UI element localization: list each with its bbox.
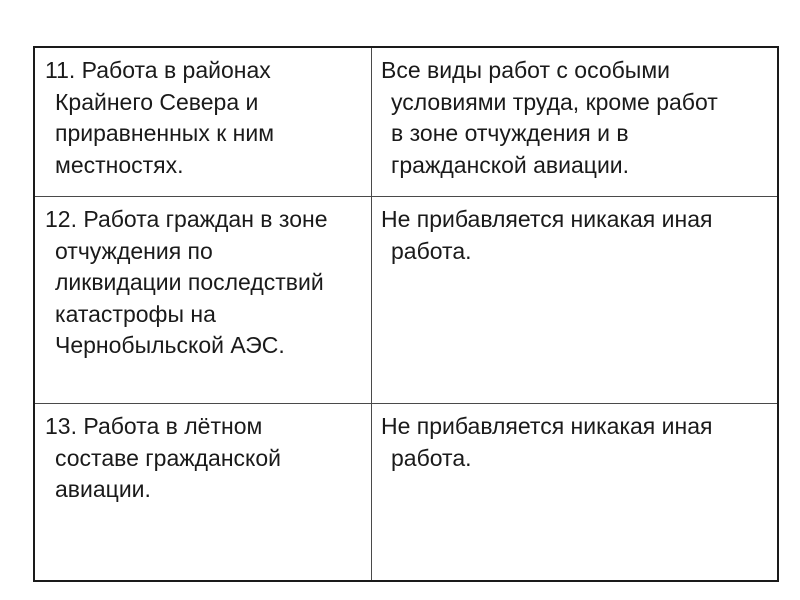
cell-line: Крайнего Севера и — [55, 88, 259, 115]
cell-line: в зоне отчуждения и в — [391, 120, 629, 146]
cell-text — [35, 197, 371, 362]
cell-line: местностях. — [55, 151, 184, 178]
cell-line: Чернобыльской АЭС. — [55, 332, 285, 358]
table-cell-added-work — [372, 197, 779, 404]
table-row — [34, 404, 778, 582]
cell-line: авиации. — [55, 476, 151, 502]
cell-line: отчуждения по — [55, 237, 213, 264]
cell-line: приравненных к ним — [55, 120, 275, 146]
cell-line: Не прибавляется никакая иная — [381, 206, 713, 232]
cell-line: 11. Работа в районах — [45, 57, 271, 83]
cell-line: Все виды работ с особыми — [381, 57, 670, 83]
table-row — [34, 197, 778, 404]
cell-line: работа. — [391, 444, 472, 471]
cell-line: условиями труда, кроме работ — [391, 88, 718, 115]
cell-line: составе гражданской — [55, 444, 281, 471]
cell-text — [35, 404, 371, 506]
cell-line: Не прибавляется никакая иная — [381, 413, 713, 439]
cell-line: работа. — [391, 237, 472, 264]
cell-line: катастрофы на — [55, 300, 216, 327]
table-cell-work-type — [34, 404, 372, 582]
cell-text — [372, 404, 777, 474]
work-types-table — [33, 46, 779, 582]
table-cell-added-work — [372, 47, 779, 197]
table-cell-work-type — [34, 47, 372, 197]
cell-text — [372, 48, 777, 181]
table-cell-added-work — [372, 404, 779, 582]
cell-text — [35, 48, 371, 181]
cell-text — [372, 197, 777, 267]
cell-line: гражданской авиации. — [391, 151, 630, 178]
cell-line: ликвидации последствий — [55, 269, 324, 295]
cell-line: 13. Работа в лётном — [45, 413, 263, 439]
table-cell-work-type — [34, 197, 372, 404]
table-row — [34, 47, 778, 197]
cell-line: 12. Работа граждан в зоне — [45, 206, 328, 232]
